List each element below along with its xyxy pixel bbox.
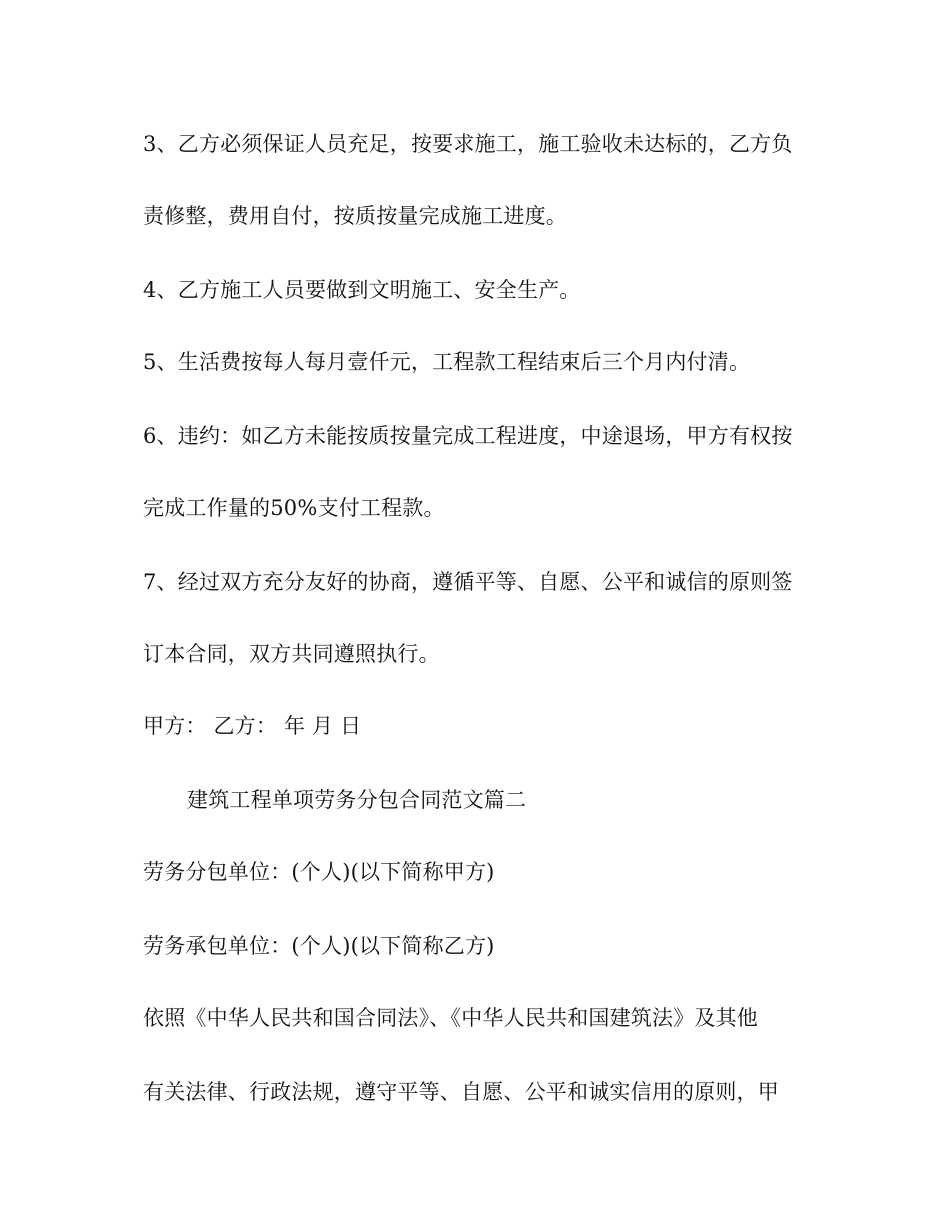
clause-3-line-2: 责修整，费用自付，按质按量完成施工进度。 [143,204,567,228]
contractor-line: 劳务承包单位：(个人)(以下简称乙方) [143,934,495,958]
clause-7-line-1: 7、经过双方充分友好的协商，遵循平等、自愿、公平和诚信的原则签 [143,570,793,594]
preamble-line-1: 依照《中华人民共和国合同法》、《中华人民共和国建筑法》及其他 [143,1006,758,1030]
subcontractor-line: 劳务分包单位：(个人)(以下简称甲方) [143,860,495,884]
clause-3-line-1: 3、乙方必须保证人员充足，按要求施工，施工验收未达标的，乙方负 [143,132,793,156]
clause-6-line-2: 完成工作量的50%支付工程款。 [143,496,445,520]
section-title: 建筑工程单项劳务分包合同范文篇二 [187,788,527,812]
clause-6-line-1: 6、违约：如乙方未能按质按量完成工程进度，中途退场，甲方有权按 [143,424,793,448]
clause-4: 4、乙方施工人员要做到文明施工、安全生产。 [143,278,581,302]
clause-7-line-2: 订本合同，双方共同遵照执行。 [143,642,440,666]
signature-line: 甲方： 乙方： 年 月 日 [143,714,362,738]
preamble-line-2: 有关法律、行政法规，遵守平等、自愿、公平和诚实信用的原则，甲 [143,1080,779,1104]
clause-5: 5、生活费按每人每月壹仟元，工程款工程结束后三个月内付清。 [143,350,751,374]
